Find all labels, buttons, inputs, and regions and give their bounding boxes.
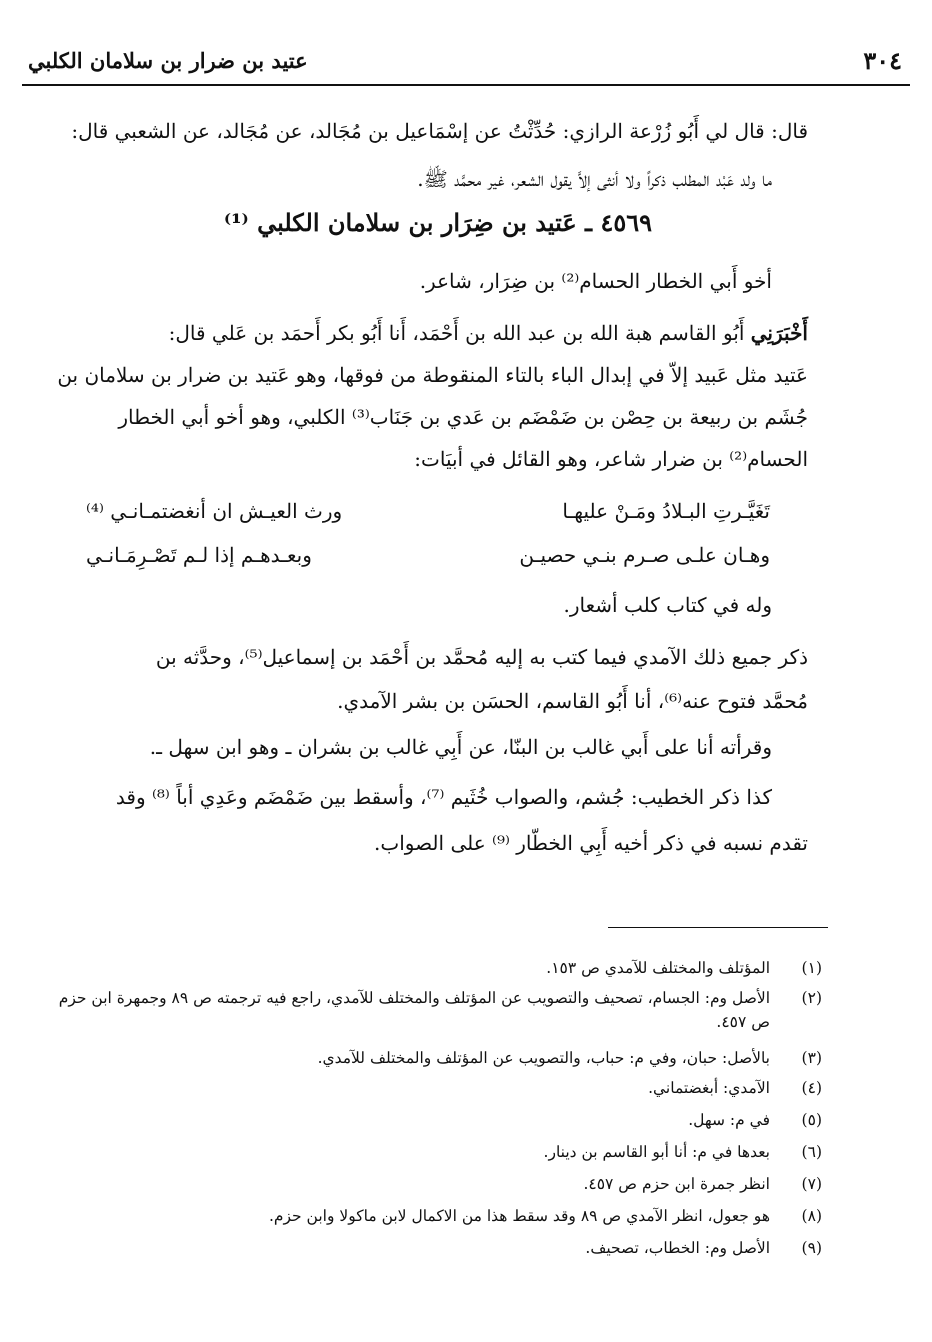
- footnote-text: بعدها في م: أنا أبو القاسم بن دينار.: [543, 1143, 770, 1161]
- verse-1-right: تَغَيَّـرتِ البـلادُ ومَـنْ عليهـا: [562, 499, 770, 523]
- footnote-text: الأصل وم: الخطاب، تصحيف.: [585, 1239, 770, 1257]
- footnote-text: المؤتلف والمختلف للآمدي ص ١٥٣.: [546, 959, 770, 977]
- footnote-number: (٢): [801, 989, 822, 1007]
- body-line-6: جُشَم بن ربيعة بن حِصْن بن ضَمْضَم بن عَدي بن جَنَاب⁽³⁾ الكلبي، وهو أخو أبي الخطار: [118, 405, 808, 429]
- body-line-4: [22, 318, 808, 348]
- verse-2-left: وبعـدهـم إذا لـم تَصْـرِمَـانـي: [86, 543, 312, 567]
- footnote-text: هو جعول، انظر الآمدي ص ٨٩ وقد سقط هذا من الاكمال لابن ماكولا وابن حزم.: [268, 1207, 770, 1225]
- body-line-2: ما ولد عَبْد المطلب ذكراً ولا أنثى إلاَّ يقول الشعر، غير محمَّد ﷺ.: [417, 167, 772, 191]
- body-line-7: الحسام⁽²⁾ بن ضرار شاعر، وهو القائل في أبيَات:: [414, 447, 808, 471]
- verse-2-right: وهـان علـى صـرم بنـي حصيـن: [519, 543, 770, 567]
- body-line-11: وقرأته أنا على أَبي غالب بن البنّا، عن أَبِي غالب بن بشران ـ وهو ابن سهل ـ.: [149, 735, 772, 759]
- body-line-3: أخو أَبي الخطار الحسام⁽²⁾ بن ضِرَار، شاعر.: [419, 269, 772, 293]
- page-header: [22, 40, 910, 84]
- body-line-13: تقدم نسبه في ذكر أخيه أَبِي الخطّار ⁽⁹⁾ على الصواب.: [374, 831, 808, 855]
- body-line-8: وله في كتاب كلب أشعار.: [563, 593, 772, 617]
- footnote-number: (٦): [801, 1143, 822, 1161]
- body-line-5: عَتيد مثل عَبيد إلاّ في إبدال الباء بالتاء المنقوطة من فوقها، وهو عَتيد بن ضرار بن سلامان بن: [57, 363, 808, 387]
- footnote-number: (٣): [801, 1049, 822, 1067]
- akhbarani-word: أَخْبَرَنِي: [750, 321, 808, 345]
- body-line-9: ذكر جميع ذلك الآمدي فيما كتب به إليه مُحمَّد بن أَحْمَد بن إسماعيل⁽⁵⁾، وحدَّثه بن: [155, 645, 808, 669]
- footnote-rule: [608, 927, 828, 928]
- page-number: ٣٠٤: [863, 46, 902, 75]
- footnote-number: (١): [801, 959, 822, 977]
- header-rule: [22, 84, 910, 86]
- footnote-number: (٩): [801, 1239, 822, 1257]
- footnote-text: الأصل وم: الجسام، تصحيف والتصويب عن المؤتلف والمختلف للآمدي، راجع فيه ترجمته ص ٨٩ وجمهرة ابن حزم ص ٤٥٧.: [58, 989, 770, 1031]
- running-title: عتيد بن ضرار بن سلامان الكلبي: [28, 48, 308, 73]
- footnote-number: (٧): [801, 1175, 822, 1193]
- footnote-text: بالأصل: حبان، وفي م: حباب، والتصويب عن المؤتلف والمختلف للآمدي.: [317, 1049, 770, 1067]
- footnote-text: الآمدي: أبغضتماني.: [648, 1079, 770, 1097]
- body-line-10: مُحمَّد فتوح عنه⁽⁶⁾، أنا أَبُو القاسم، الحسَن بن بشر الآمدي.: [337, 689, 808, 713]
- footnote-text: في م: سهل.: [688, 1111, 770, 1129]
- footnote: [40, 986, 822, 1036]
- verse-1-left: ورث العيـش ان أنغضتمـانـي ⁽⁴⁾: [86, 499, 343, 523]
- footnote-text: انظر جمرة ابن حزم ص ٤٥٧.: [583, 1175, 770, 1193]
- footnote-number: (٤): [801, 1079, 822, 1097]
- body-line-4-text: أَبُو القاسم هبة الله بن عبد الله بن أَحْمَد، أَنا أَبُو بكر أَحمَد بن عَلي قال:: [168, 321, 751, 345]
- footnote-number: (٨): [801, 1207, 822, 1225]
- footnote-number: (٥): [801, 1111, 822, 1129]
- body-line-12: كذا ذكر الخطيب: جُشم، والصواب خُثَيم ⁽⁷⁾، وأسقط بين ضَمْضَم وعَدِي أباً ⁽⁸⁾ وقد: [115, 785, 772, 809]
- body-line-1: قال: قال لي أَبُو زُرْعة الرازي: حُدِّثْتُ عن إسْمَاعيل بن مُجَالد، عن مُجَالد، عن الشعبي قال:: [71, 119, 808, 143]
- entry-title: ٤٥٦٩ ـ عَتيد بن ضِرَار بن سلامان الكلبي ⁽¹⁾: [223, 208, 652, 237]
